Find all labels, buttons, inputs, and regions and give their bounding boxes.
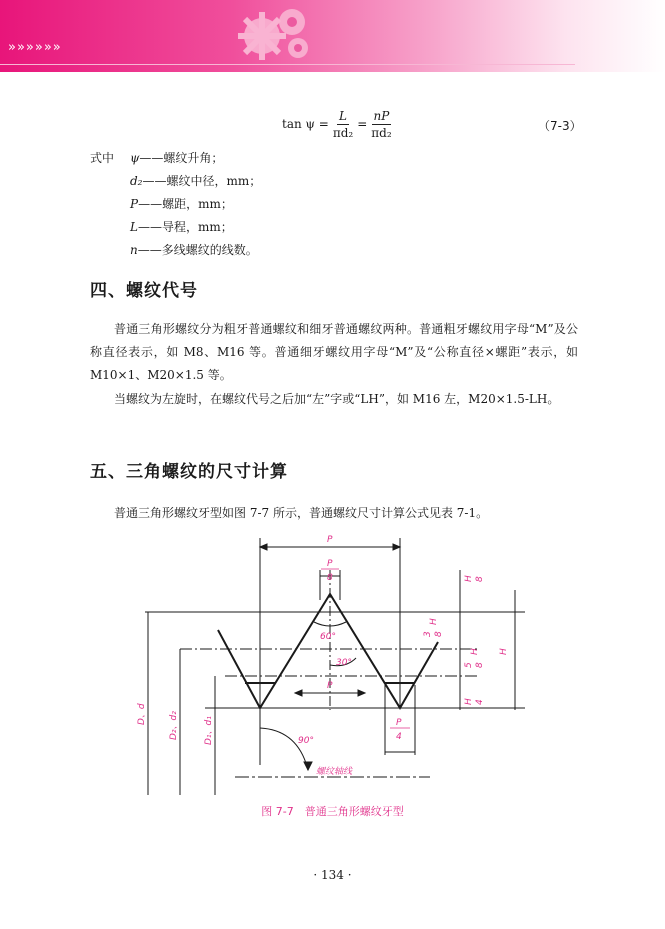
label-H: H (499, 648, 509, 655)
formula-fraction-2 (369, 109, 393, 140)
label-h-top: H (464, 575, 474, 582)
formula-lhs: tan ψ = (282, 117, 329, 131)
angle-90-arc (260, 728, 308, 770)
label-p-quarter-num: P (396, 718, 402, 728)
fraction-numerator: nP (373, 108, 390, 123)
paragraph: 普通三角形螺纹牙型如图 7-7 所示，普通螺纹尺寸计算公式见表 7-1。 (114, 506, 489, 520)
formula-equals: = (357, 117, 368, 131)
page-number: · 134 · (313, 868, 352, 882)
header-banner (0, 0, 665, 72)
label-p-mid: P (327, 681, 333, 691)
label-p-half-den: 8 (327, 573, 333, 583)
section-heading-5: 五、三角螺纹的尺寸计算 (90, 462, 288, 482)
definition-text: ——螺纹中径，mm； (142, 174, 262, 188)
definition-symbol: P (130, 197, 139, 211)
label-thread-axis: 螺纹轴线 (316, 767, 353, 777)
thread-profile-figure (130, 530, 540, 795)
definition-text: ——螺纹升角； (139, 151, 224, 165)
label-h58-den: 8 (475, 662, 485, 668)
equation-number: （7-3） (538, 119, 582, 133)
label-angle-60: 60° (320, 632, 336, 642)
section-heading-4: 四、螺纹代号 (90, 281, 198, 301)
formula-7-3 (282, 104, 396, 144)
definition-lead: 式中 (90, 151, 115, 165)
header-chevrons: »»»»»» (8, 40, 62, 55)
definition-text: ——多线螺纹的线数。 (137, 243, 258, 257)
label-angle-30: 30° (336, 658, 352, 668)
label-h-top-den: 8 (475, 576, 485, 582)
definition-item (90, 216, 261, 239)
label-D1-d1: D₁、d₁ (204, 716, 214, 745)
formula-fraction-1 (331, 109, 355, 140)
label-h-bot-num: H (464, 698, 474, 705)
definition-text: ——螺距，mm； (138, 197, 233, 211)
label-p-half-num: P (327, 559, 333, 569)
definition-item (90, 147, 261, 170)
label-h38-H: H (429, 618, 439, 625)
header-underline (0, 64, 575, 65)
definition-symbol: n (130, 243, 138, 257)
gear-icon (232, 2, 322, 66)
label-p-quarter-den: 4 (396, 732, 402, 742)
label-p-top: P (327, 535, 333, 545)
definition-item (90, 170, 261, 193)
label-h58-num: 5 (464, 662, 474, 668)
definition-list (90, 147, 261, 262)
label-h38-den: 8 (434, 631, 444, 637)
definition-symbol: d₂ (130, 174, 143, 188)
definition-symbol: ψ (130, 151, 140, 165)
fraction-denominator: πd₂ (371, 125, 392, 140)
label-D2-d2: D₂、d₂ (169, 711, 179, 740)
definition-item (90, 239, 261, 262)
paragraph: 当螺纹为左旋时，在螺纹代号之后加“左”字或“LH”，如 M16 左，M20×1.5-LH。 (114, 392, 560, 406)
label-h38-num: 3 (423, 631, 433, 637)
fraction-numerator: L (339, 108, 347, 123)
definition-text: ——导程，mm； (137, 220, 233, 234)
label-angle-90: 90° (298, 736, 314, 746)
figure-caption: 图 7-7 普通三角形螺纹牙型 (261, 805, 404, 818)
definition-symbol: L (130, 220, 138, 234)
label-h-bot-den: 4 (475, 699, 485, 705)
paragraph: 普通三角形螺纹分为粗牙普通螺纹和细牙普通螺纹两种。普通粗牙螺纹用字母“M”及公称直径表示，如 M8、M16 等。普通细牙螺纹用字母“M”及“公称直径×螺距”表示，如 M10×1、M20×1.5 等。 (90, 322, 578, 382)
fraction-denominator: πd₂ (332, 125, 354, 140)
label-h58-H: H (470, 648, 480, 655)
label-D-d: D、d (137, 703, 147, 725)
definition-item (90, 193, 261, 216)
